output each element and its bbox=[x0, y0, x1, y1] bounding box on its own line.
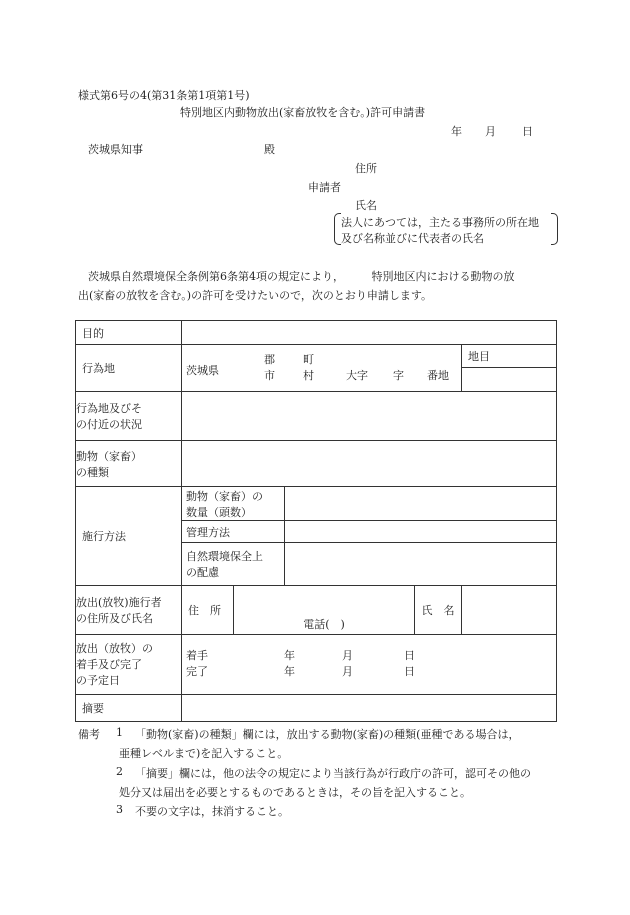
executor-label-l2: の住所及び氏名 bbox=[76, 611, 153, 625]
animal-type-label-l2: の種類 bbox=[76, 465, 109, 479]
note-3-line1: 不要の文字は，抹消すること。 bbox=[135, 805, 289, 818]
location-value-cell[interactable] bbox=[182, 345, 462, 392]
form-title: 特別地区内動物放出(家畜放牧を含む。)許可申請書 bbox=[180, 106, 426, 119]
form-number: 様式第6号の4(第31条第1項第1号) bbox=[78, 89, 250, 102]
executor-label-l1: 放出(放牧)施行者 bbox=[76, 595, 162, 609]
schedule-end-month: 月 bbox=[342, 665, 353, 679]
executor-name-value[interactable] bbox=[462, 585, 557, 634]
applicant-name-label: 氏名 bbox=[355, 199, 377, 212]
remarks-label: 摘要 bbox=[82, 701, 104, 715]
note-2-line1: 「摘要」欄には，他の法令の規定により当該行為が行政庁の許可，認可その他の bbox=[135, 767, 531, 780]
location-banchi: 番地 bbox=[427, 368, 449, 382]
schedule-start-month: 月 bbox=[342, 649, 353, 663]
purpose-label bbox=[76, 325, 181, 341]
note-1-line2: 亜種レベルまで)を記入すること。 bbox=[119, 747, 289, 760]
schedule-start-label: 着手 bbox=[186, 649, 208, 663]
executor-phone-label: 電話( ) bbox=[303, 617, 345, 631]
date-year-label: 年 bbox=[451, 125, 462, 138]
note-1-line1: 「動物(家畜)の種類」欄には，放出する動物(家畜)の種類(亜種である場合は， bbox=[135, 728, 520, 741]
animal-type-value[interactable] bbox=[182, 440, 557, 487]
applicant-note-line2: 及び名称並びに代表者の氏名 bbox=[341, 232, 484, 245]
schedule-start-day: 日 bbox=[404, 649, 415, 663]
location-gun: 郡 bbox=[264, 352, 275, 366]
addressee: 茨城県知事 bbox=[88, 143, 143, 156]
note-3-number: 3 bbox=[116, 803, 123, 816]
executor-address-value[interactable] bbox=[234, 585, 415, 634]
quantity-label-cell bbox=[182, 487, 285, 521]
site-condition-value[interactable] bbox=[182, 392, 557, 441]
location-label: 行為地 bbox=[82, 362, 115, 376]
location-shi: 市 bbox=[264, 368, 275, 382]
executor-row bbox=[76, 585, 557, 634]
location-machi: 町 bbox=[303, 352, 314, 366]
left-bracket bbox=[334, 213, 341, 245]
schedule-row bbox=[76, 634, 557, 694]
schedule-value-cell[interactable] bbox=[182, 634, 557, 694]
remarks-label-cell bbox=[76, 694, 182, 721]
purpose-label-cell bbox=[76, 321, 182, 345]
executor-address-label: 住 所 bbox=[188, 603, 221, 617]
executor-name-label: 氏 名 bbox=[421, 603, 455, 617]
schedule-label-l1: 放出（放牧）の bbox=[76, 642, 153, 656]
quantity-value[interactable] bbox=[285, 487, 557, 521]
animal-type-label-l1: 動物（家畜） bbox=[76, 449, 142, 463]
schedule-start-year: 年 bbox=[284, 649, 295, 663]
purpose-label-text: 目的 bbox=[82, 326, 104, 340]
method-quantity-row bbox=[76, 487, 557, 521]
conservation-label-l1: 自然環境保全上 bbox=[186, 550, 263, 564]
application-table bbox=[75, 320, 557, 722]
executor-label-cell bbox=[76, 585, 182, 634]
executor-name-label-cell bbox=[415, 585, 462, 634]
remarks-value[interactable] bbox=[182, 694, 557, 721]
schedule-end-year: 年 bbox=[284, 665, 295, 679]
intro-text-line1: 茨城県自然環境保全条例第6条第4項の規定により， 特別地区内における動物の放 bbox=[88, 270, 515, 283]
schedule-end-label: 完了 bbox=[186, 665, 208, 679]
note-2-line2: 処分又は届出を必要とするものであるときは，その旨を記入すること。 bbox=[119, 786, 471, 799]
purpose-row bbox=[76, 321, 557, 345]
date-month-label: 月 bbox=[485, 125, 496, 138]
conservation-label-cell bbox=[182, 543, 285, 586]
date-day-label: 日 bbox=[522, 125, 533, 138]
site-condition-label-cell bbox=[76, 392, 182, 441]
applicant-label: 申請者 bbox=[308, 181, 341, 194]
management-label-cell bbox=[182, 520, 285, 542]
applicant-note-line1: 法人にあつては，主たる事務所の所在地 bbox=[341, 216, 539, 229]
management-value[interactable] bbox=[285, 520, 557, 542]
notes-header: 備考 bbox=[78, 728, 100, 741]
conservation-value[interactable] bbox=[285, 543, 557, 586]
method-label-cell bbox=[76, 487, 182, 585]
schedule-label-l2: 着手及び完了 bbox=[76, 658, 142, 672]
conservation-label-l2: の配慮 bbox=[186, 566, 219, 580]
location-mura: 村 bbox=[303, 368, 314, 382]
animal-type-label-cell bbox=[76, 440, 182, 487]
site-condition-row bbox=[76, 392, 557, 441]
intro-text-line2: 出(家畜の放牧を含む。)の許可を受けたいので，次のとおり申請します。 bbox=[78, 289, 432, 302]
management-label: 管理方法 bbox=[186, 525, 230, 539]
site-condition-label-l2: の付近の状況 bbox=[76, 417, 142, 431]
method-label: 施行方法 bbox=[82, 530, 126, 544]
applicant-address-label: 住所 bbox=[355, 162, 377, 175]
right-bracket bbox=[551, 213, 558, 245]
executor-address-label-cell bbox=[182, 585, 234, 634]
note-1-number: 1 bbox=[116, 726, 123, 739]
location-oaza: 大字 bbox=[346, 368, 368, 382]
land-category-cell[interactable] bbox=[462, 345, 557, 392]
quantity-label-l2: 数量（頭数） bbox=[186, 505, 252, 519]
location-prefecture: 茨城県 bbox=[186, 363, 219, 377]
location-row bbox=[76, 345, 557, 392]
remarks-row bbox=[76, 694, 557, 721]
land-category-label: 地目 bbox=[468, 350, 490, 364]
schedule-end-day: 日 bbox=[404, 665, 415, 679]
site-condition-label-l1: 行為地及びそ bbox=[76, 401, 142, 415]
schedule-label-l3: の予定日 bbox=[76, 674, 120, 688]
quantity-label-l1: 動物（家畜）の bbox=[186, 489, 263, 503]
honorific: 殿 bbox=[264, 143, 275, 156]
purpose-value[interactable] bbox=[182, 321, 557, 345]
location-label-cell bbox=[76, 345, 182, 392]
location-aza: 字 bbox=[393, 368, 404, 382]
note-2-number: 2 bbox=[116, 765, 123, 778]
schedule-label-cell bbox=[76, 634, 182, 694]
animal-type-row bbox=[76, 440, 557, 487]
